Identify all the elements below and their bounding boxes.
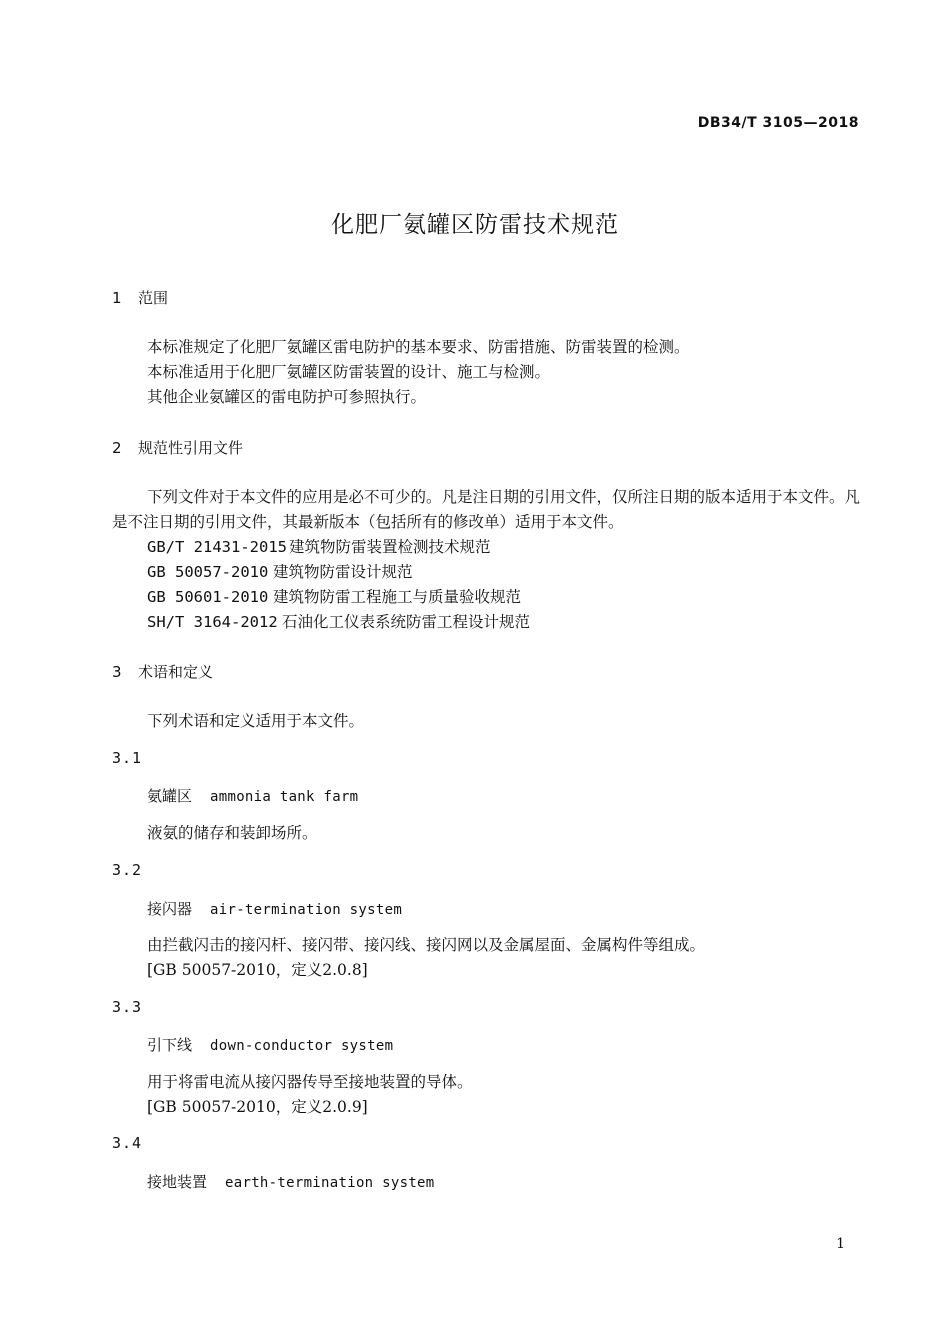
reference-title: 建筑物防雷装置检测技术规范 [289, 538, 491, 556]
term-english: earth-termination system [225, 1175, 435, 1191]
section-1-heading [112, 287, 168, 308]
section-title: 术语和定义 [138, 663, 214, 681]
term-english: air-termination system [210, 902, 403, 918]
reference-code: GB 50601-2010 [147, 588, 269, 606]
paragraph: 下列文件对于本文件的应用是必不可少的。凡是注日期的引用文件，仅所注日期的版本适用于本文件。凡是不注日期的引用文件，其最新版本（包括所有的修改单）适用于本文件。 [112, 488, 861, 531]
term-entry [147, 898, 402, 919]
reference-item [147, 560, 413, 585]
term-entry [147, 1171, 435, 1192]
term-definition: 由拦截闪击的接闪杆、接闪带、接闪线、接闪网以及金属屋面、金属构件等组成。 [147, 936, 706, 954]
section-number: 3 [112, 663, 122, 681]
term-chinese: 接地装置 [147, 1173, 208, 1191]
section-2-heading [112, 437, 243, 458]
reference-item [147, 535, 491, 560]
reference-code: GB/T 21431-2015 [147, 538, 287, 556]
reference-code: GB 50057-2010 [147, 563, 269, 581]
section-title: 范围 [138, 289, 169, 307]
term-definition: 液氨的储存和装卸场所。 [147, 824, 318, 842]
clause-number: 3.1 [112, 749, 143, 767]
reference-title: 石油化工仪表系统防雷工程设计规范 [282, 613, 531, 631]
paragraph: 其他企业氨罐区的雷电防护可参照执行。 [147, 388, 427, 406]
section-3-heading [112, 661, 213, 682]
term-entry [147, 1034, 393, 1055]
document-code: DB34/T 3105—2018 [697, 115, 859, 131]
term-english: down-conductor system [210, 1038, 394, 1054]
reference-item [147, 585, 521, 610]
reference-item [147, 610, 530, 635]
term-english: ammonia tank farm [210, 789, 359, 805]
term-source: [GB 50057-2010，定义2.0.8] [147, 961, 368, 979]
reference-title: 建筑物防雷工程施工与质量验收规范 [273, 588, 522, 606]
clause-number: 3.2 [112, 861, 143, 879]
page-number: 1 [836, 1236, 845, 1252]
term-entry [147, 785, 358, 806]
reference-code: SH/T 3164-2012 [147, 613, 278, 631]
clause-number: 3.4 [112, 1134, 143, 1152]
term-definition: 用于将雷电流从接闪器传导至接地装置的导体。 [147, 1073, 473, 1091]
clause-number: 3.3 [112, 998, 143, 1016]
reference-title: 建筑物防雷设计规范 [273, 563, 413, 581]
paragraph: 下列术语和定义适用于本文件。 [147, 712, 365, 730]
section-number: 1 [112, 289, 122, 307]
term-chinese: 氨罐区 [147, 787, 193, 805]
section-number: 2 [112, 439, 122, 457]
term-source: [GB 50057-2010，定义2.0.9] [147, 1098, 368, 1116]
paragraph: 本标准适用于化肥厂氨罐区防雷装置的设计、施工与检测。 [147, 363, 551, 381]
paragraph: 本标准规定了化肥厂氨罐区雷电防护的基本要求、防雷措施、防雷装置的检测。 [147, 338, 690, 356]
term-chinese: 接闪器 [147, 900, 193, 918]
section-title: 规范性引用文件 [138, 439, 244, 457]
document-title: 化肥厂氨罐区防雷技术规范 [331, 212, 619, 238]
term-chinese: 引下线 [147, 1036, 193, 1054]
